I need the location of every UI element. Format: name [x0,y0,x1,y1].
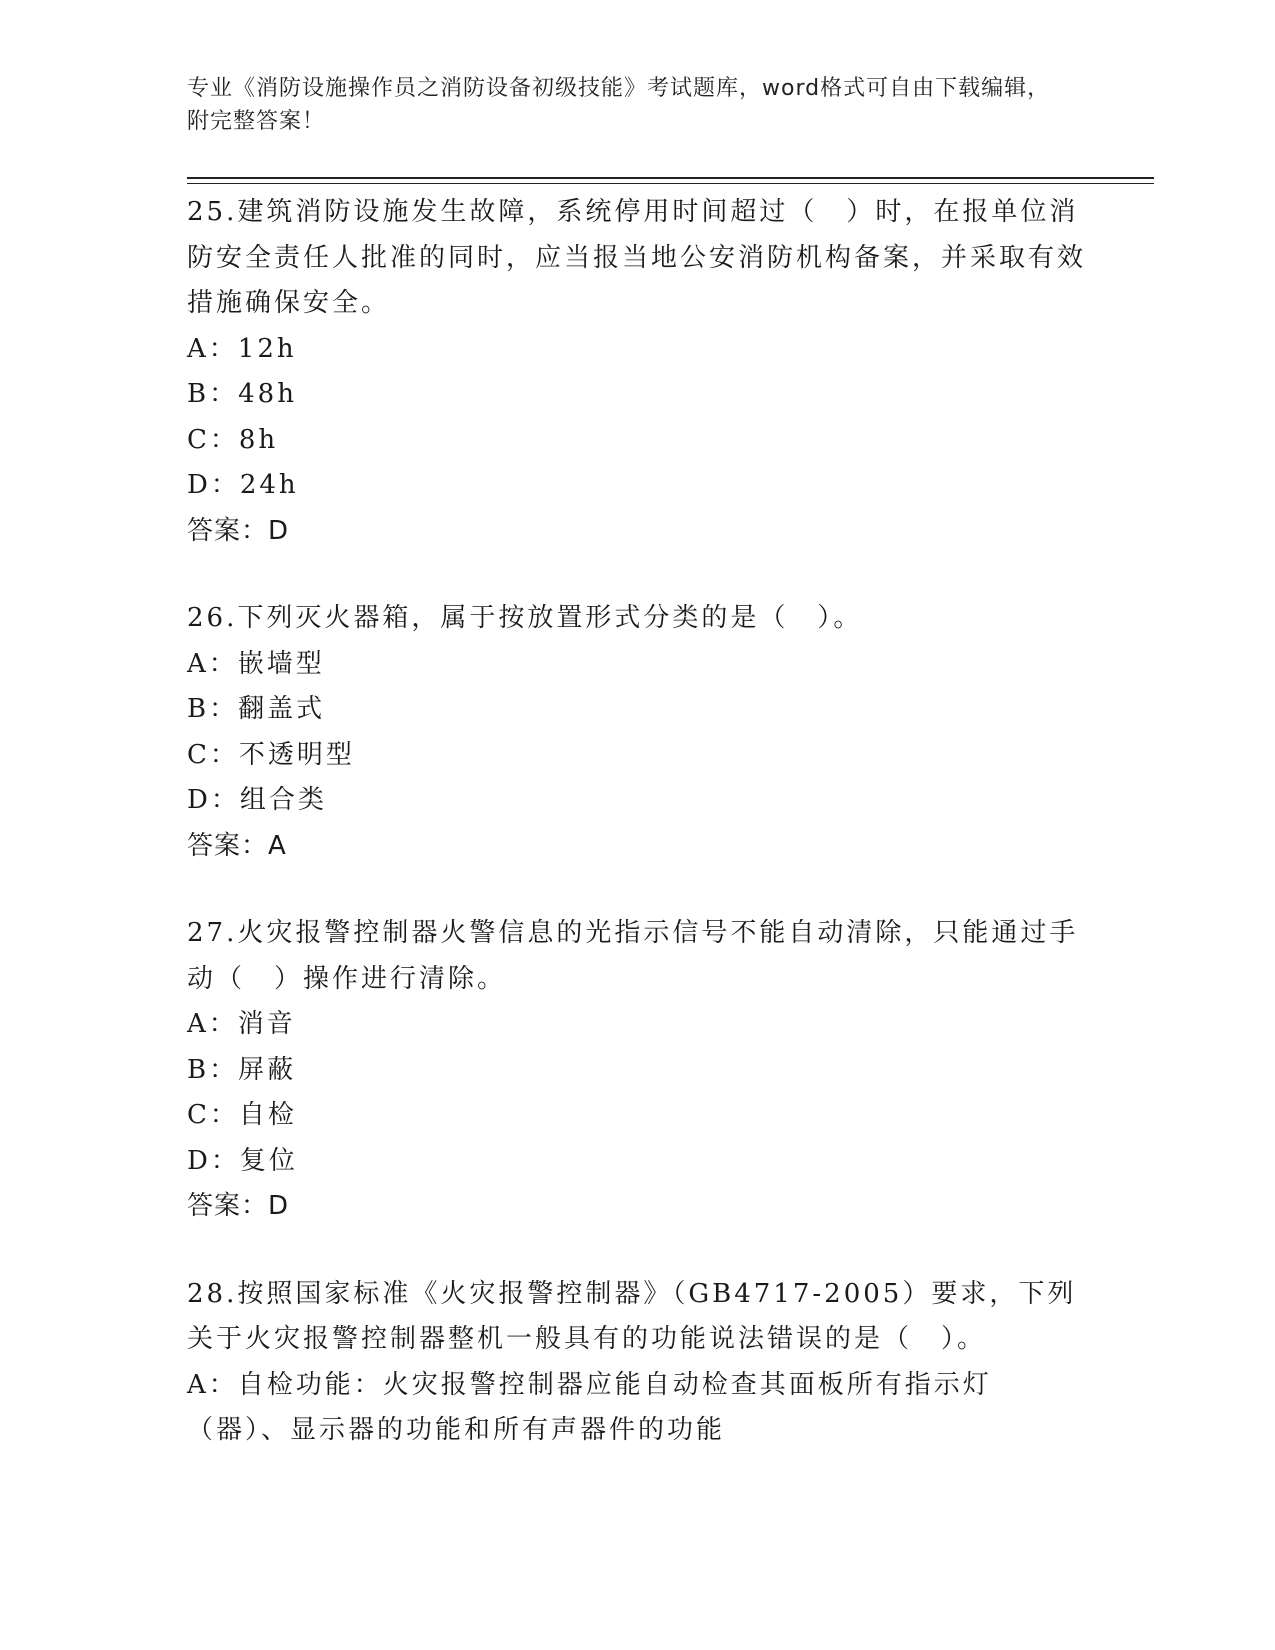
question-list [187,190,1087,1496]
header-divider-thin [187,183,1154,184]
question-26 [187,596,1087,869]
option-b: B：48h [187,379,297,409]
header-divider-thick [187,177,1154,179]
question-28 [187,1272,1087,1454]
option-d: D：24h [187,470,299,500]
question-27 [187,911,1087,1230]
answer: 答案：A [187,830,287,861]
option-c: C：自检 [187,1100,297,1130]
option-a: A：消音 [187,1009,296,1039]
option-a: A：嵌墙型 [187,648,325,679]
option-c: C：不透明型 [187,739,355,770]
option-a: A：12h [187,333,297,364]
question-stem: 26.下列灭火器箱，属于按放置形式分类的是（ ）。 [187,603,863,633]
answer: 答案：D [187,515,290,546]
option-b: B：屏蔽 [187,1054,297,1085]
answer: 答案：D [187,1191,290,1221]
question-25 [187,190,1087,554]
question-stem: 25.建筑消防设施发生故障，系统停用时间超过（ ）时，在报单位消防安全责任人批准的同时，应当报当地公安消防机构备案，并采取有效措施确保安全。 [187,197,1087,318]
option-c: C：8h [187,424,279,455]
option-a: A：自检功能：火灾报警控制器应能自动检查其面板所有指示灯（器）、显示器的功能和所有声器件的功能 [187,1369,992,1445]
question-stem: 28.按照国家标准《火灾报警控制器》（GB4717-2005）要求，下列关于火灾报警控制器整机一般具有的功能说法错误的是（ ）。 [187,1278,1077,1354]
option-b: B：翻盖式 [187,694,326,724]
question-stem: 27.火灾报警控制器火警信息的光指示信号不能自动清除，只能通过手动（ ）操作进行清除。 [187,918,1079,994]
option-d: D：复位 [187,1145,298,1176]
document-header: 专业《消防设施操作员之消防设备初级技能》考试题库，word格式可自由下载编辑，附完整答案！ [187,76,1051,134]
option-d: D：组合类 [187,785,327,815]
